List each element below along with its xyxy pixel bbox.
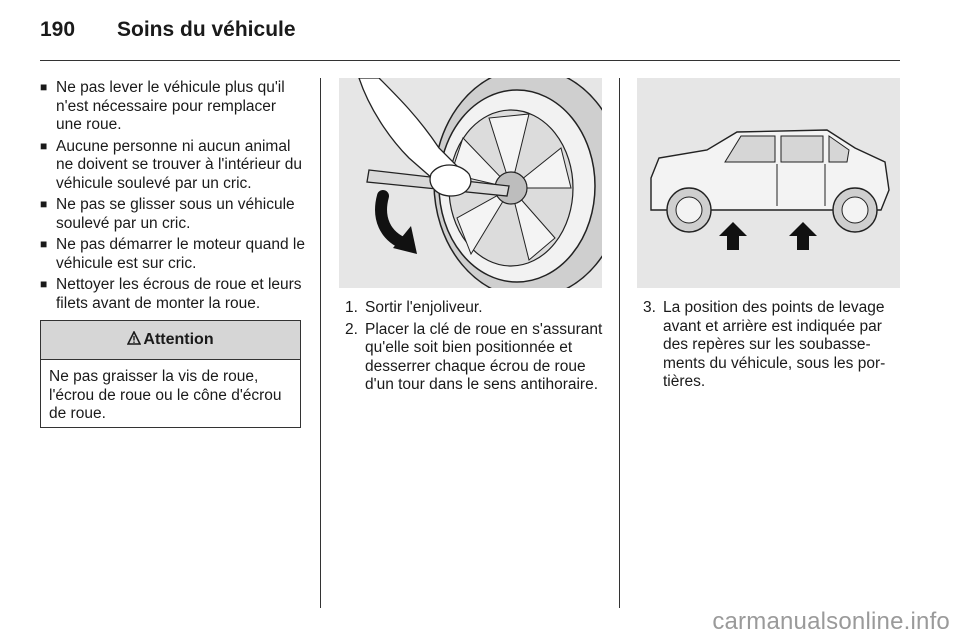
- watermark: carmanualsonline.info: [712, 608, 950, 635]
- warning-triangle-icon: [127, 331, 141, 350]
- step-text: Placer la clé de roue en s'assurant qu'elle soit bien positionnée et desserrer chaque écrou de roue d'un tour dans le sens antihoraire.: [365, 320, 603, 393]
- attention-box: [40, 320, 301, 428]
- bullet-item: ■ Nettoyer les écrous de roue et leurs filets avant de monter la roue.: [40, 276, 305, 313]
- wheel-wrench-drawing: [339, 78, 602, 288]
- column-divider-2: [619, 78, 620, 608]
- step-number: 2.: [345, 320, 358, 338]
- car-side-drawing: [637, 78, 900, 288]
- bullet-item: ■ Ne pas démarrer le moteur quand le véhicule est sur cric.: [40, 236, 305, 273]
- step-item: [340, 299, 606, 318]
- page-title: Soins du véhicule: [117, 18, 296, 41]
- column-1: [40, 79, 305, 316]
- bullet-item: ■ Ne pas se glisser sous un véhicule soulevé par un cric.: [40, 196, 305, 233]
- steps-list-col3: [638, 299, 900, 395]
- step-item: [638, 299, 900, 392]
- step-text: Sortir l'enjoliveur.: [365, 299, 483, 316]
- car-jacking-points-illustration: [637, 78, 900, 288]
- bullet-item: ■ Aucune personne ni aucun animal ne doivent se trouver à l'intérieur du véhicule soulevé par un cric.: [40, 138, 305, 194]
- attention-title: Attention: [143, 331, 214, 348]
- attention-text: Ne pas graisser la vis de roue, l'écrou de roue ou le cône d'écrou de roue.: [49, 368, 282, 422]
- wheel-wrench-illustration: [339, 78, 602, 288]
- step-item: [340, 321, 606, 395]
- step-text: La position des points de levage avant et arrière est indiquée par des repères sur les soubasse-ments du véhicule, sous les por-tières.: [663, 299, 886, 390]
- attention-header: [41, 321, 300, 360]
- steps-list-col2: [340, 299, 606, 398]
- bullet-item: ■ Ne pas lever le véhicule plus qu'il n'est nécessaire pour remplacer une roue.: [40, 79, 305, 135]
- step-number: 3.: [643, 299, 656, 316]
- page-number: 190: [40, 18, 76, 41]
- safety-bullet-list: [40, 79, 305, 313]
- header-rule: [40, 60, 900, 61]
- step-number: 1.: [345, 299, 358, 316]
- column-divider-1: [320, 78, 321, 608]
